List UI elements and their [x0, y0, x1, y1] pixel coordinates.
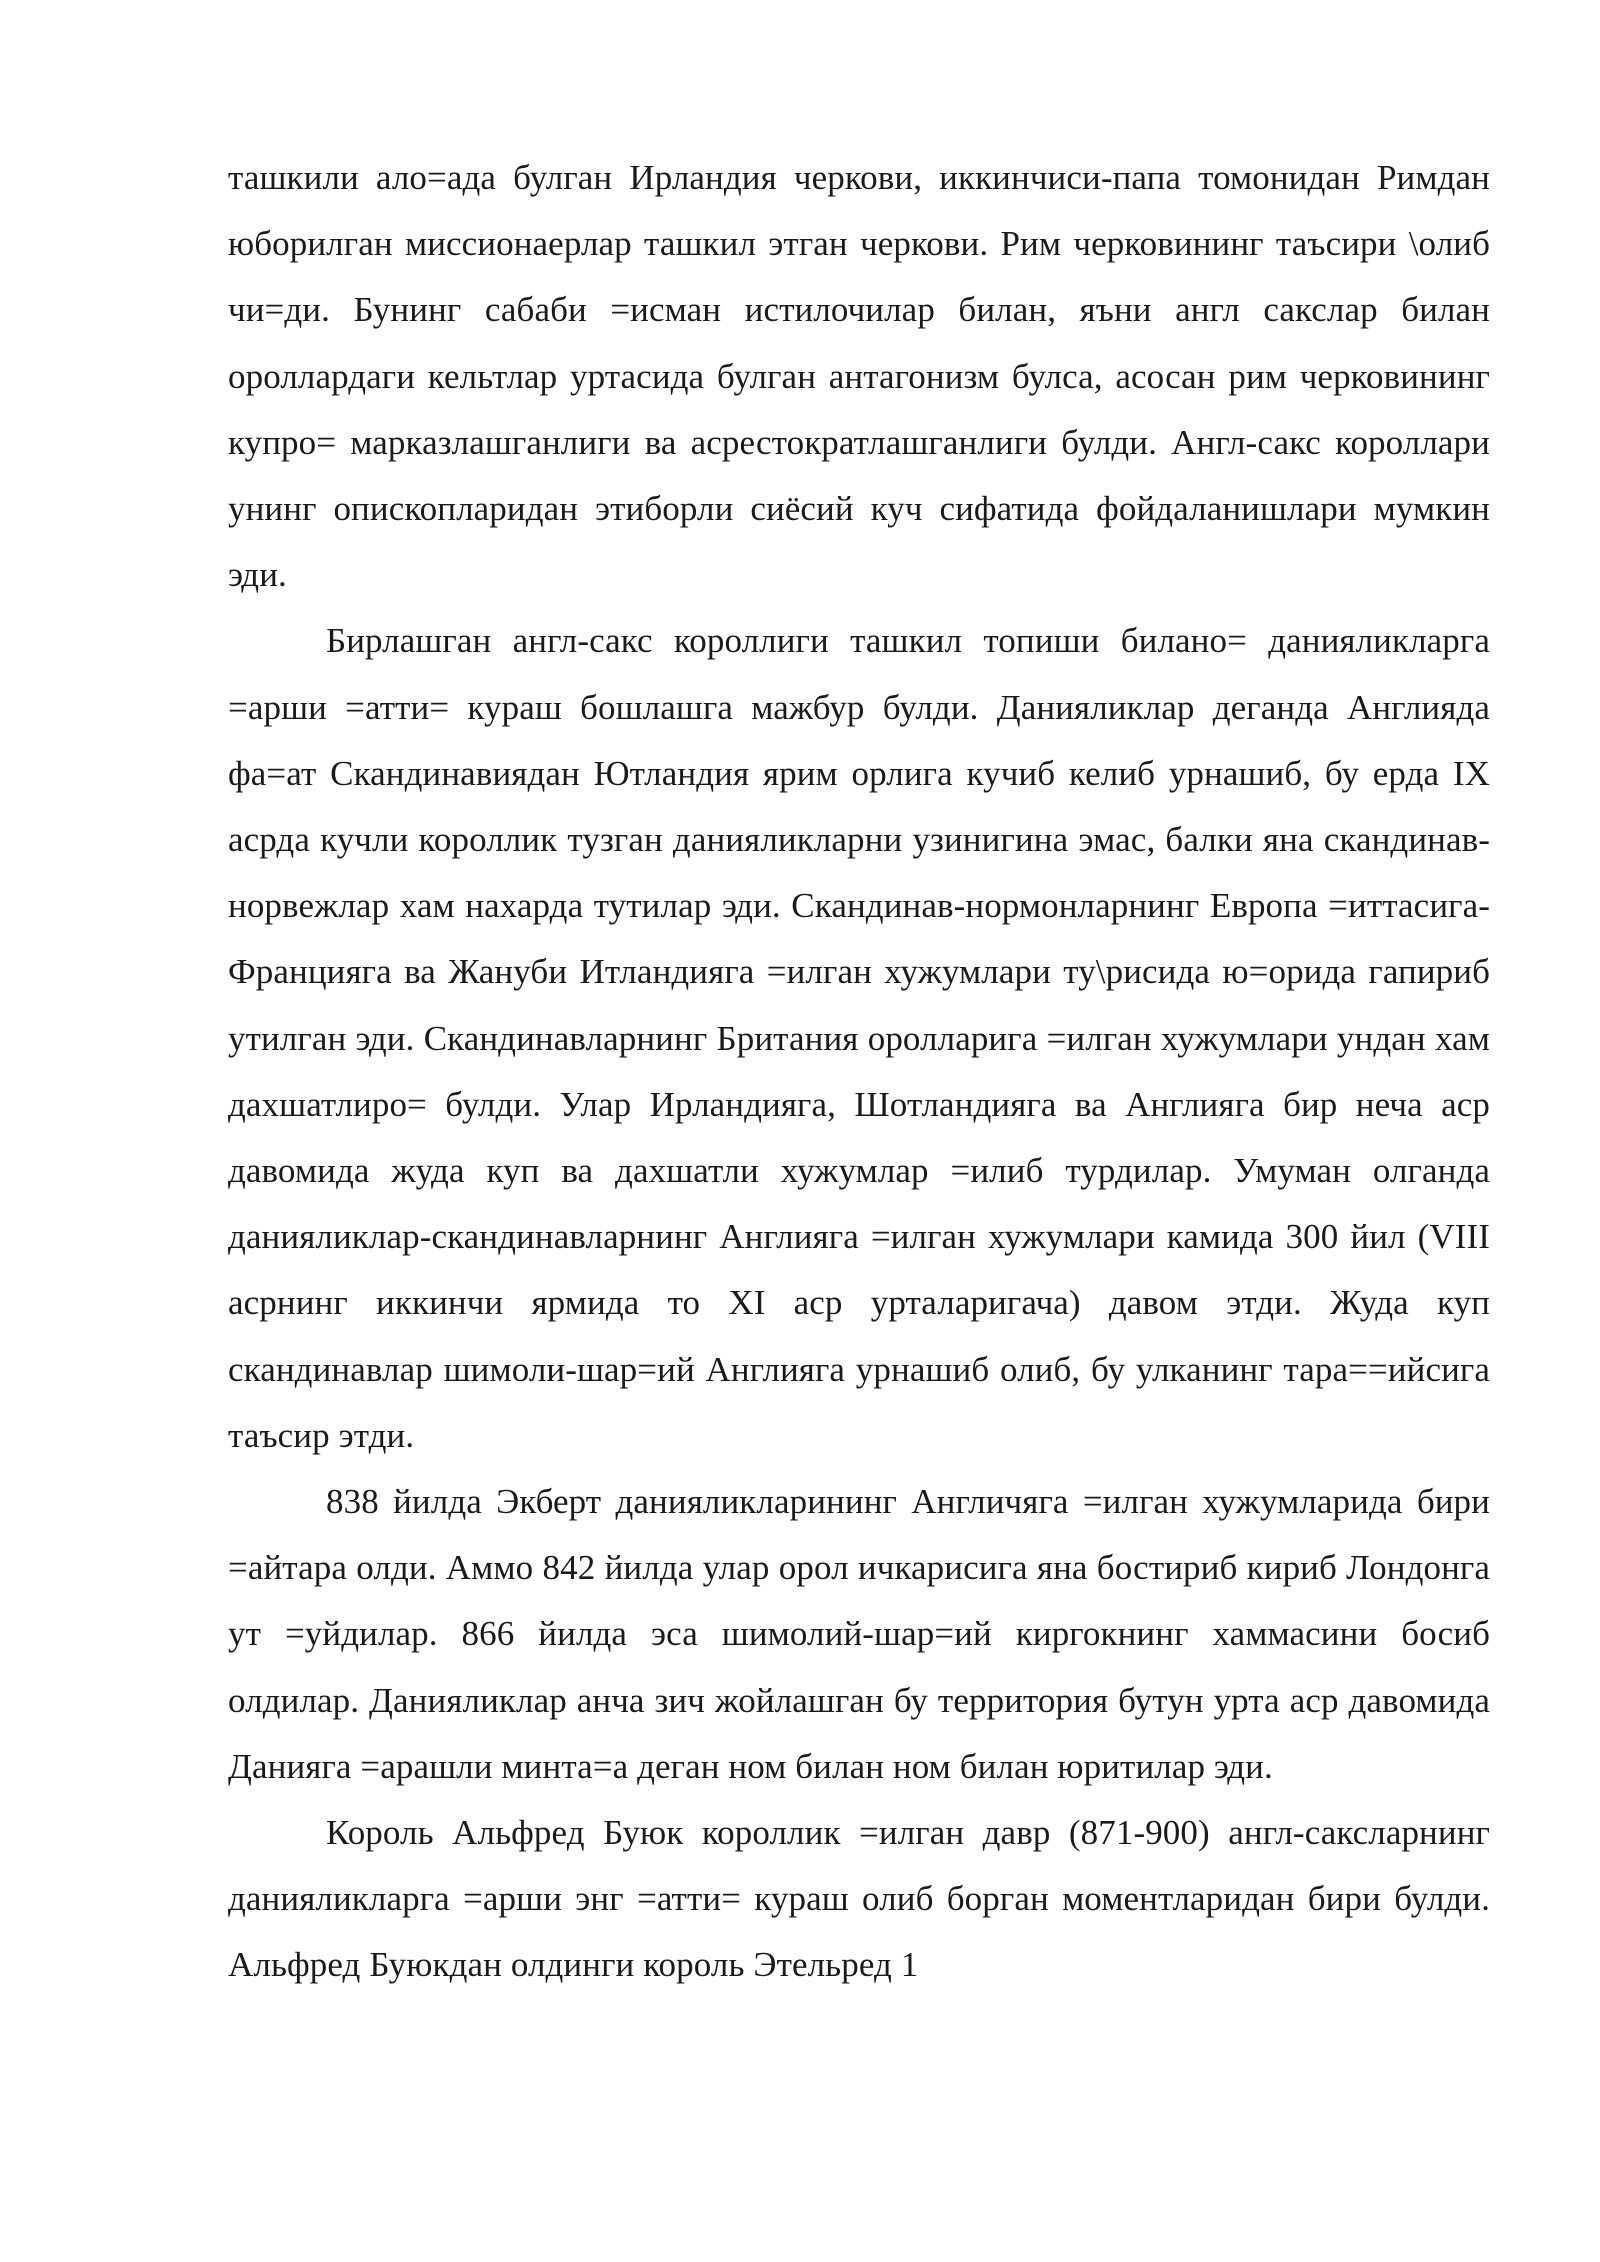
- paragraph-1: ташкили ало=ада булган Ирландия черкови, иккинчиси-папа томонидан Римдан юборилган миссионаерлар ташкил этган черкови. Рим черковининг таъсири \олиб чи=ди. Бунинг сабаби =исман истилочилар билан, яъни англ сакслар билан ороллардаги кельтлар уртасида булган антагонизм булса, асосан рим черковининг купро= марказлашганлиги ва асрестократлашганлиги булди. Англ-сакс короллари унинг опископларидан этиборли сиёсий куч сифатида фойдаланишлари мумкин эди.: [228, 158, 1490, 595]
- paragraph-4: Король Альфред Буюк короллик =илган давр (871-900) англ-саксларнинг данияликларга =арши энг =атти= кураш олиб борган моментларидан бири булди. Альфред Буюкдан олдинги король Этельред 1: [228, 1813, 1490, 1985]
- document-page: [228, 145, 1490, 1999]
- paragraph-3: 838 йилда Экберт данияликларининг Англичяга =илган хужумларида бири =айтара олди. Аммо 842 йилда улар орол ичкарисига яна бостириб кириб Лондонга ут =уйдилар. 866 йилда эса шимолий-шар=ий киргокнинг хаммасини босиб олдилар. Данияликлар анча зич жойлашган бу территория бутун урта аср давомида Данияга =арашли минта=а деган ном билан ном билан юритилар эди.: [228, 1482, 1490, 1786]
- paragraph-2: Бирлашган англ-сакс короллиги ташкил топиши билано= данияликларга =арши =атти= кураш бошлашга мажбур булди. Данияликлар деганда Англияда фа=ат Скандинавиядан Ютландия ярим орлига кучиб келиб урнашиб, бу ерда IX асрда кучли короллик тузган данияликларни узинигина эмас, балки яна скандинав-норвежлар хам нахарда тутилар эди. Скандинав-нормонларнинг Европа =иттасига-Францияга ва Жануби Итландияга =илган хужумлари ту\рисида ю=орида гапириб утилган эди. Скандинавларнинг Британия оролларига =илган хужумлари ундан хам дахшатлиро= булди. Улар Ирландияга, Шотландияга ва Англияга бир неча аср давомида жуда куп ва дахшатли хужумлар =илиб турдилар. Умуман олганда данияликлар-скандинавларнинг Англияга =илган хужумлари камида 300 йил (VIII асрнинг иккинчи ярмида то XI аср урталаригача) давом этди. Жуда куп скандинавлар шимоли-шар=ий Англияга урнашиб олиб, бу улканинг тара==ийсига таъсир этди.: [228, 621, 1490, 1455]
